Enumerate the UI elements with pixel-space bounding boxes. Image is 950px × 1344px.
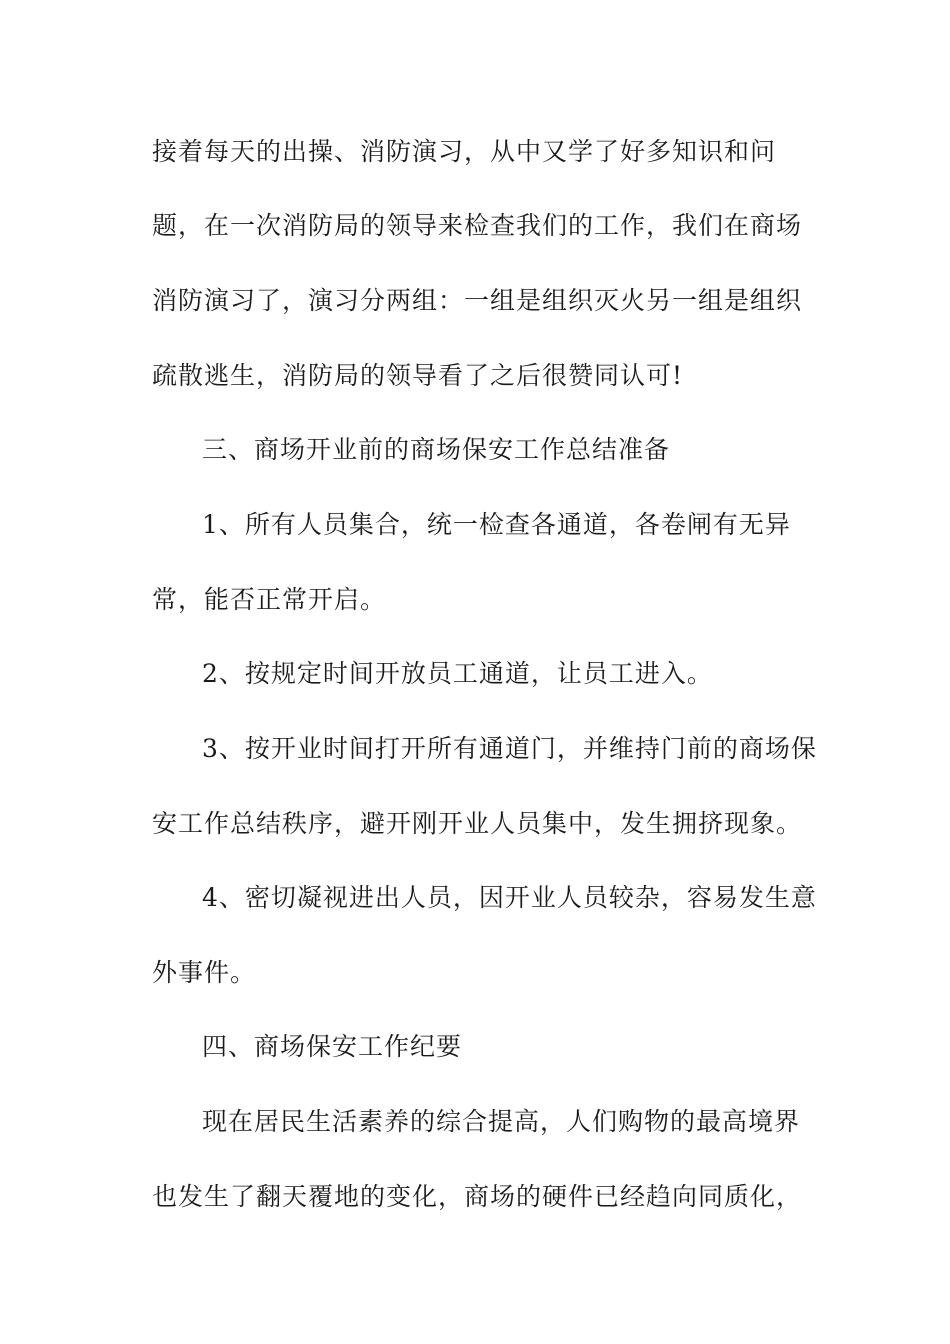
paragraph-line: 也发生了翻天覆地的变化，商场的硬件已经趋向同质化， [152,1182,803,1211]
paragraph-line: 题，在一次消防局的领导来检查我们的工作，我们在商场 [152,211,803,240]
section-heading: 三、商场开业前的商场保安工作总结准备 [202,435,671,464]
list-item-line: 3、按开业时间打开所有通道门，并维持门前的商场保 [202,734,817,763]
section-heading: 四、商场保安工作纪要 [202,1032,463,1061]
paragraph-line: 消防演习了，演习分两组：一组是组织灭火另一组是组织 [152,286,803,315]
list-item-line: 外事件。 [152,958,257,987]
list-item-line: 4、密切凝视进出人员，因开业人员较杂，容易发生意 [202,883,817,912]
list-item-line: 安工作总结秩序，避开刚开业人员集中，发生拥挤现象。 [152,809,803,838]
list-item-line: 2、按规定时间开放员工通道，让员工进入。 [202,659,713,688]
paragraph-line: 现在居民生活素养的综合提高，人们购物的最高境界 [202,1107,801,1136]
paragraph-line: 疏散逃生，消防局的领导看了之后很赞同认可! [152,361,684,390]
list-item-line: 常，能否正常开启。 [152,585,387,614]
paragraph-line: 接着每天的出操、消防演习，从中又学了好多知识和问 [152,137,777,166]
list-item-line: 1、所有人员集合，统一检查各通道，各卷闸有无异 [202,510,791,539]
